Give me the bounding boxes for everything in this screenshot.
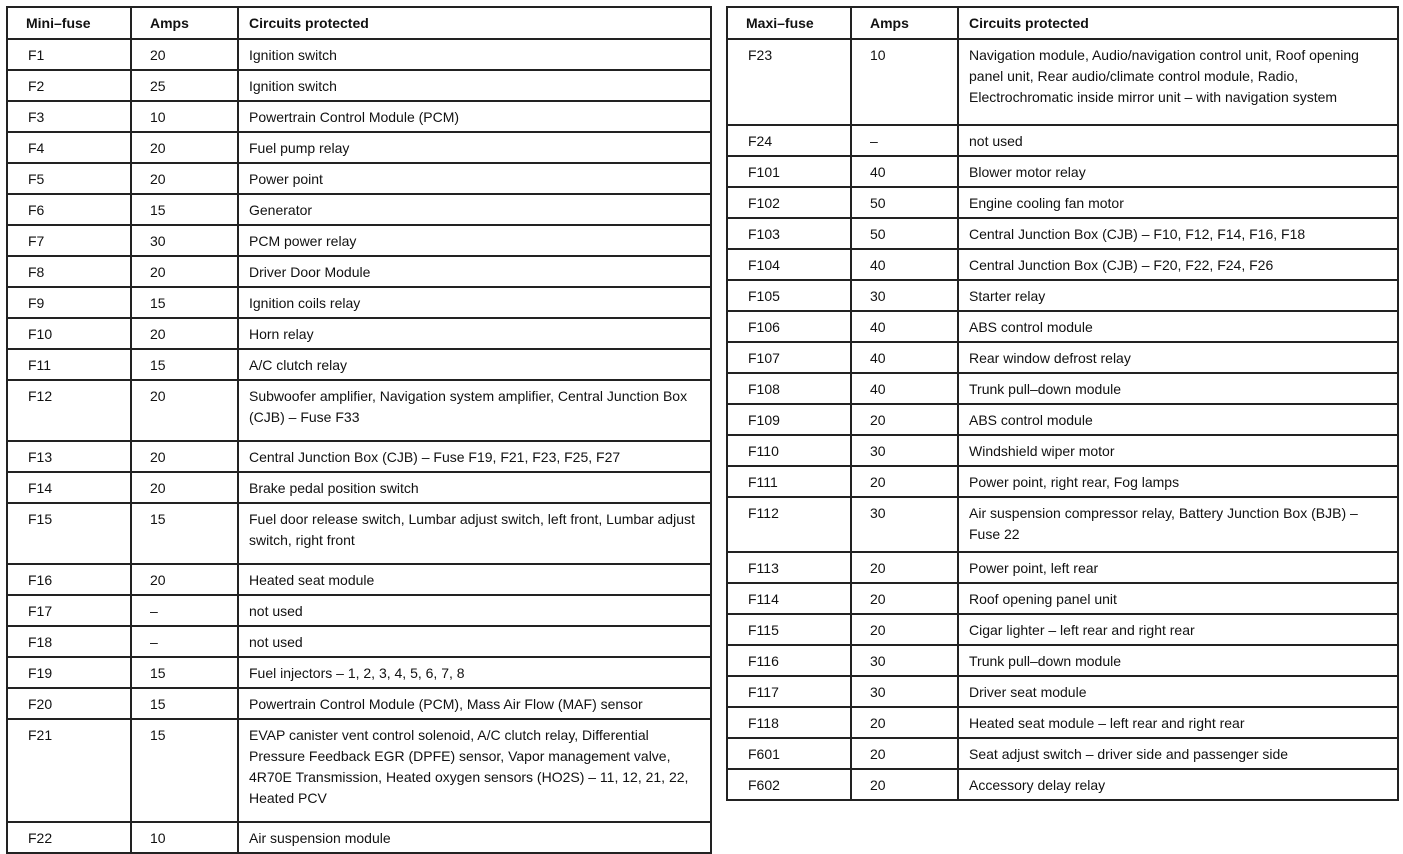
circuit-cell: Starter relay [958, 280, 1398, 311]
amps-cell: 20 [131, 564, 238, 595]
circuit-cell: PCM power relay [238, 225, 711, 256]
fuse-cell: F23 [727, 39, 851, 125]
table-row [727, 218, 1398, 249]
circuit-cell: Central Junction Box (CJB) – Fuse F19, F21, F23, F25, F27 [238, 441, 711, 472]
fuse-cell: F102 [727, 187, 851, 218]
circuit-cell: Brake pedal position switch [238, 472, 711, 503]
table-row [7, 657, 711, 688]
fuse-cell: F117 [727, 676, 851, 707]
table-row [7, 503, 711, 564]
fuse-cell: F106 [727, 311, 851, 342]
header-amps: Amps [851, 7, 958, 39]
circuit-cell: Central Junction Box (CJB) – F10, F12, F14, F16, F18 [958, 218, 1398, 249]
amps-cell: 20 [851, 707, 958, 738]
circuit-cell: Fuel injectors – 1, 2, 3, 4, 5, 6, 7, 8 [238, 657, 711, 688]
table-header-row [727, 7, 1398, 39]
fuse-cell: F10 [7, 318, 131, 349]
fuse-cell: F9 [7, 287, 131, 318]
amps-cell: 10 [131, 822, 238, 853]
table-row [727, 156, 1398, 187]
fuse-cell: F7 [7, 225, 131, 256]
amps-cell: 50 [851, 218, 958, 249]
table-row [727, 187, 1398, 218]
fuse-cell: F17 [7, 595, 131, 626]
fuse-cell: F15 [7, 503, 131, 564]
amps-cell: 20 [851, 552, 958, 583]
amps-cell: 20 [851, 769, 958, 800]
table-header-row [7, 7, 711, 39]
amps-cell: – [131, 595, 238, 626]
amps-cell: 20 [851, 614, 958, 645]
fuse-cell: F12 [7, 380, 131, 441]
table-row [7, 70, 711, 101]
circuit-cell: Generator [238, 194, 711, 225]
amps-cell: 20 [131, 441, 238, 472]
fuse-cell: F110 [727, 435, 851, 466]
table-row [7, 349, 711, 380]
circuit-cell: Blower motor relay [958, 156, 1398, 187]
amps-cell: 10 [851, 39, 958, 125]
fuse-cell: F8 [7, 256, 131, 287]
maxi-fuse-table-body [727, 39, 1398, 800]
amps-cell: 40 [851, 342, 958, 373]
table-row [7, 719, 711, 822]
fuse-cell: F111 [727, 466, 851, 497]
header-fuse: Maxi–fuse [727, 7, 851, 39]
header-circuits: Circuits protected [958, 7, 1398, 39]
amps-cell: 15 [131, 657, 238, 688]
table-row [727, 583, 1398, 614]
amps-cell: 15 [131, 349, 238, 380]
fuse-cell: F21 [7, 719, 131, 822]
header-circuits: Circuits protected [238, 7, 711, 39]
circuit-cell: Ignition switch [238, 39, 711, 70]
circuit-cell: Roof opening panel unit [958, 583, 1398, 614]
circuit-cell: Trunk pull–down module [958, 373, 1398, 404]
fuse-cell: F20 [7, 688, 131, 719]
circuit-cell: Navigation module, Audio/navigation control unit, Roof opening panel unit, Rear audio/climate control module, Radio, Electrochromatic inside mirror unit – with navigation system [958, 39, 1398, 125]
table-row [727, 39, 1398, 125]
table-row [7, 163, 711, 194]
circuit-cell: not used [958, 125, 1398, 156]
fuse-cell: F118 [727, 707, 851, 738]
fuse-cell: F18 [7, 626, 131, 657]
table-row [7, 822, 711, 853]
fuse-cell: F113 [727, 552, 851, 583]
table-row [7, 380, 711, 441]
fuse-cell: F109 [727, 404, 851, 435]
table-row [727, 311, 1398, 342]
circuit-cell: Ignition switch [238, 70, 711, 101]
amps-cell: 50 [851, 187, 958, 218]
circuit-cell: Power point [238, 163, 711, 194]
fuse-cell: F13 [7, 441, 131, 472]
amps-cell: 20 [131, 163, 238, 194]
amps-cell: 40 [851, 156, 958, 187]
amps-cell: 15 [131, 688, 238, 719]
circuit-cell: Windshield wiper motor [958, 435, 1398, 466]
fuse-cell: F11 [7, 349, 131, 380]
amps-cell: 20 [131, 39, 238, 70]
fuse-cell: F24 [727, 125, 851, 156]
amps-cell: 40 [851, 311, 958, 342]
table-row [727, 552, 1398, 583]
table-row [727, 738, 1398, 769]
fuse-cell: F108 [727, 373, 851, 404]
amps-cell: 20 [131, 318, 238, 349]
amps-cell: 20 [851, 404, 958, 435]
circuit-cell: Heated seat module [238, 564, 711, 595]
amps-cell: – [851, 125, 958, 156]
table-row [727, 645, 1398, 676]
fuse-cell: F5 [7, 163, 131, 194]
table-row [7, 626, 711, 657]
table-row [727, 280, 1398, 311]
circuit-cell: Ignition coils relay [238, 287, 711, 318]
circuit-cell: Subwoofer amplifier, Navigation system amplifier, Central Junction Box (CJB) – Fuse F33 [238, 380, 711, 441]
circuit-cell: Air suspension module [238, 822, 711, 853]
circuit-cell: Power point, left rear [958, 552, 1398, 583]
circuit-cell: EVAP canister vent control solenoid, A/C clutch relay, Differential Pressure Feedback EGR (DPFE) sensor, Vapor management valve, 4R70E Transmission, Heated oxygen sensors (HO2S) – 11, 12, 21, 22, Heated PCV [238, 719, 711, 822]
circuit-cell: Powertrain Control Module (PCM) [238, 101, 711, 132]
fuse-cell: F6 [7, 194, 131, 225]
amps-cell: 20 [131, 472, 238, 503]
table-row [7, 225, 711, 256]
table-row [7, 287, 711, 318]
fuse-cell: F2 [7, 70, 131, 101]
amps-cell: 15 [131, 719, 238, 822]
circuit-cell: Engine cooling fan motor [958, 187, 1398, 218]
fuse-cell: F114 [727, 583, 851, 614]
amps-cell: 25 [131, 70, 238, 101]
fuse-cell: F105 [727, 280, 851, 311]
fuse-cell: F19 [7, 657, 131, 688]
amps-cell: 30 [851, 280, 958, 311]
fuse-cell: F112 [727, 497, 851, 552]
table-row [7, 132, 711, 163]
circuit-cell: Powertrain Control Module (PCM), Mass Air Flow (MAF) sensor [238, 688, 711, 719]
amps-cell: 40 [851, 373, 958, 404]
table-row [727, 676, 1398, 707]
circuit-cell: Power point, right rear, Fog lamps [958, 466, 1398, 497]
table-row [7, 39, 711, 70]
table-row [727, 342, 1398, 373]
mini-fuse-table-body [7, 39, 711, 853]
circuit-cell: not used [238, 626, 711, 657]
amps-cell: 30 [851, 676, 958, 707]
circuit-cell: Air suspension compressor relay, Battery Junction Box (BJB) – Fuse 22 [958, 497, 1398, 552]
amps-cell: 30 [851, 497, 958, 552]
table-row [727, 435, 1398, 466]
circuit-cell: Heated seat module – left rear and right rear [958, 707, 1398, 738]
table-row [7, 194, 711, 225]
table-row [727, 373, 1398, 404]
amps-cell: 20 [851, 466, 958, 497]
table-row [7, 564, 711, 595]
amps-cell: 30 [851, 435, 958, 466]
fuse-cell: F602 [727, 769, 851, 800]
table-row [727, 707, 1398, 738]
fuse-cell: F16 [7, 564, 131, 595]
table-row [727, 404, 1398, 435]
amps-cell: 20 [131, 380, 238, 441]
circuit-cell: Trunk pull–down module [958, 645, 1398, 676]
circuit-cell: Driver seat module [958, 676, 1398, 707]
circuit-cell: not used [238, 595, 711, 626]
fuse-cell: F107 [727, 342, 851, 373]
amps-cell: 15 [131, 503, 238, 564]
fuse-cell: F14 [7, 472, 131, 503]
amps-cell: – [131, 626, 238, 657]
table-row [7, 472, 711, 503]
circuit-cell: Driver Door Module [238, 256, 711, 287]
circuit-cell: Horn relay [238, 318, 711, 349]
amps-cell: 15 [131, 194, 238, 225]
amps-cell: 30 [851, 645, 958, 676]
circuit-cell: ABS control module [958, 311, 1398, 342]
circuit-cell: Fuel pump relay [238, 132, 711, 163]
circuit-cell: Cigar lighter – left rear and right rear [958, 614, 1398, 645]
fuse-cell: F22 [7, 822, 131, 853]
table-row [7, 256, 711, 287]
mini-fuse-table [6, 6, 712, 854]
amps-cell: 30 [131, 225, 238, 256]
fuse-cell: F101 [727, 156, 851, 187]
table-row [727, 497, 1398, 552]
table-row [7, 595, 711, 626]
amps-cell: 20 [131, 132, 238, 163]
table-row [7, 101, 711, 132]
fuse-cell: F1 [7, 39, 131, 70]
table-row [7, 441, 711, 472]
fuse-cell: F103 [727, 218, 851, 249]
header-fuse: Mini–fuse [7, 7, 131, 39]
fuse-cell: F4 [7, 132, 131, 163]
header-amps: Amps [131, 7, 238, 39]
amps-cell: 20 [851, 738, 958, 769]
table-row [727, 769, 1398, 800]
amps-cell: 20 [131, 256, 238, 287]
amps-cell: 15 [131, 287, 238, 318]
table-row [727, 249, 1398, 280]
table-row [7, 318, 711, 349]
fuse-cell: F104 [727, 249, 851, 280]
maxi-fuse-table [726, 6, 1399, 801]
amps-cell: 40 [851, 249, 958, 280]
circuit-cell: Seat adjust switch – driver side and passenger side [958, 738, 1398, 769]
table-row [727, 466, 1398, 497]
fuse-cell: F3 [7, 101, 131, 132]
table-row [7, 688, 711, 719]
fuse-cell: F115 [727, 614, 851, 645]
amps-cell: 10 [131, 101, 238, 132]
table-row [727, 614, 1398, 645]
circuit-cell: Fuel door release switch, Lumbar adjust switch, left front, Lumbar adjust switch, right front [238, 503, 711, 564]
amps-cell: 20 [851, 583, 958, 614]
circuit-cell: Rear window defrost relay [958, 342, 1398, 373]
circuit-cell: Accessory delay relay [958, 769, 1398, 800]
circuit-cell: Central Junction Box (CJB) – F20, F22, F24, F26 [958, 249, 1398, 280]
fuse-cell: F601 [727, 738, 851, 769]
circuit-cell: ABS control module [958, 404, 1398, 435]
fuse-cell: F116 [727, 645, 851, 676]
circuit-cell: A/C clutch relay [238, 349, 711, 380]
table-row [727, 125, 1398, 156]
